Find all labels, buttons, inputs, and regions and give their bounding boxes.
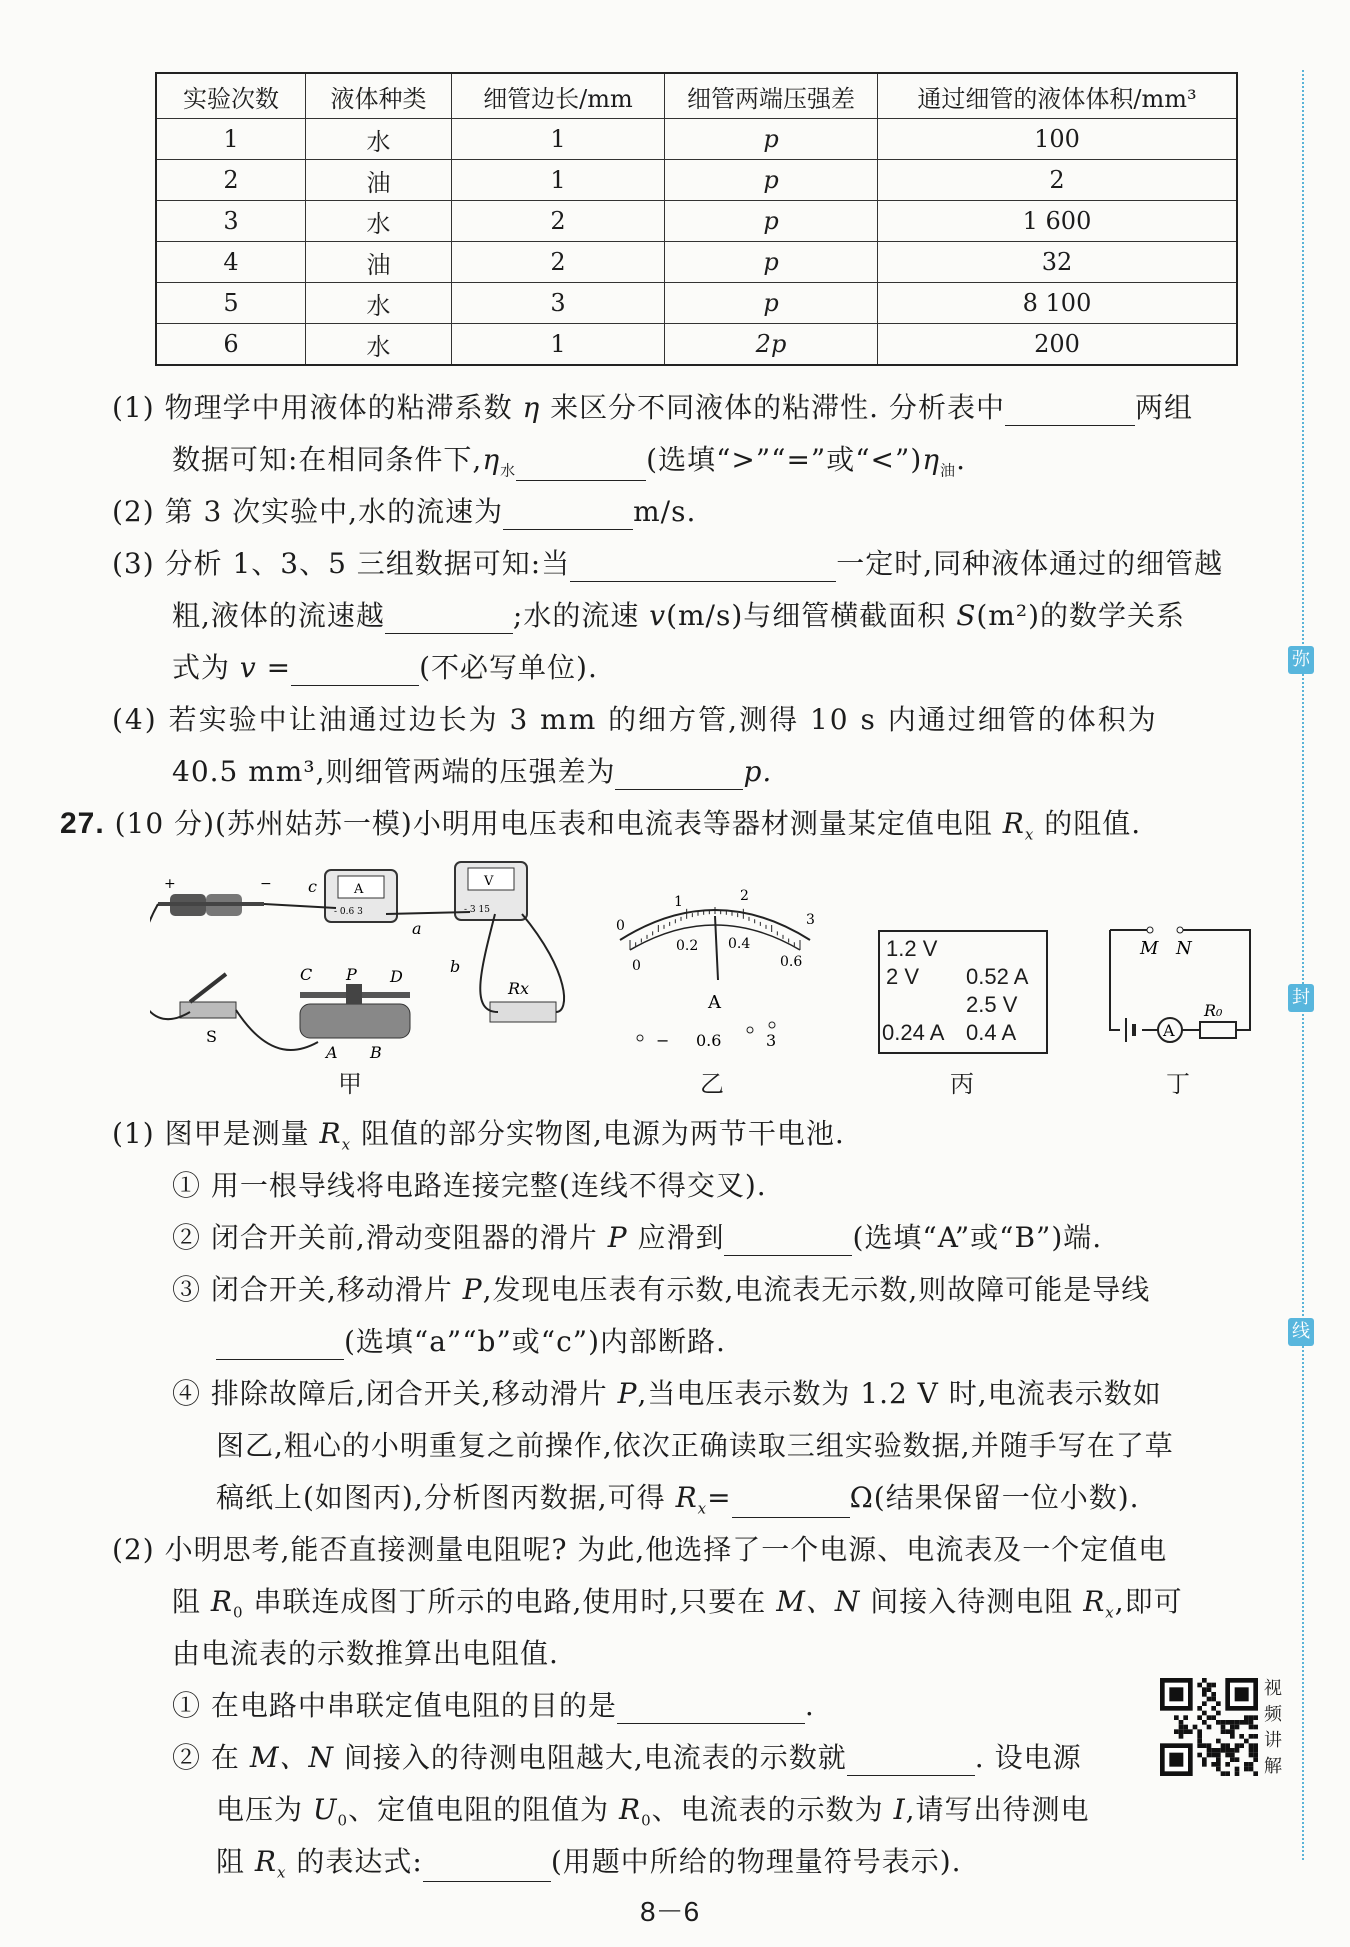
- text: 间接入的待测电阻越大,电流表的示数就: [343, 1741, 847, 1774]
- answer-blank[interactable]: [291, 655, 419, 686]
- answer-blank[interactable]: [617, 1693, 805, 1724]
- label-r0: R₀: [1204, 1001, 1223, 1020]
- text: (2) 小明思考,能否直接测量电阻呢? 为此,他选择了一个电源、电流表及一个定值电: [112, 1533, 1168, 1566]
- header-liquid: 液体种类: [306, 73, 452, 119]
- subscript: 油: [940, 461, 957, 480]
- text: (不必写单位).: [419, 651, 598, 684]
- text: 40.5 mm³,则细管两端的压强差为: [172, 755, 616, 788]
- table-row: [156, 283, 1237, 324]
- figure-ding-circuit: [1100, 920, 1260, 1050]
- label-plus: +: [164, 876, 176, 892]
- text: 阻: [216, 1845, 246, 1878]
- v-symbol: v: [649, 599, 667, 632]
- text: (4) 若实验中让油通过边长为 3 mm 的细方管,测得 10 s 内通过细管的体积为: [112, 703, 1158, 736]
- label-c-term: C: [300, 965, 313, 984]
- margin-tab-feng: 封: [1288, 984, 1314, 1012]
- r0-symbol: R: [210, 1585, 234, 1618]
- q27-step1: [172, 1164, 767, 1204]
- text: m/s.: [633, 495, 697, 528]
- binding-margin-line: [1302, 70, 1304, 1860]
- table-cell: 2: [452, 242, 665, 283]
- tick-label: 0.2: [676, 938, 699, 954]
- answer-blank[interactable]: [732, 1487, 850, 1518]
- caption-jia: 甲: [338, 1070, 362, 1098]
- eta-symbol: η: [522, 391, 541, 424]
- q27-sub2-line3: [216, 1840, 962, 1882]
- q27-sub2-line2: [216, 1788, 1090, 1830]
- q27-intro: [60, 802, 1141, 844]
- subscript: 0: [337, 1811, 349, 1830]
- tick-label: 2: [740, 888, 749, 904]
- header-volume: 通过细管的液体体积/mm³: [878, 73, 1238, 119]
- table-cell: 水: [306, 283, 452, 324]
- table-cell: 4: [156, 242, 306, 283]
- answer-blank[interactable]: [724, 1225, 852, 1256]
- text: (用题中所给的物理量符号表示).: [550, 1845, 962, 1878]
- q27-part2-line1: [112, 1528, 1167, 1568]
- tick-label: 0.4: [728, 936, 751, 952]
- q27-step3-line1: [172, 1268, 1150, 1308]
- text: ,发现电压表有示数,电流表无示数,则故障可能是导线: [482, 1273, 1151, 1306]
- p-symbol: P: [617, 1377, 638, 1410]
- label-minus: −: [260, 876, 272, 892]
- subscript: 0: [233, 1603, 244, 1622]
- mn-symbols: M、N: [249, 1741, 334, 1774]
- q26-part4-line1: [112, 698, 1158, 738]
- mn-symbols: M、N: [776, 1585, 861, 1618]
- q26-part3-line1: [112, 542, 1223, 582]
- text: 、定值电阻的阻值为: [348, 1793, 610, 1826]
- text: 阻: [172, 1585, 202, 1618]
- q27-step4-line2: [216, 1424, 1174, 1464]
- term-3: 3: [766, 1031, 777, 1050]
- qr-code-icon[interactable]: [1160, 1678, 1258, 1776]
- wire-b: [480, 914, 498, 1012]
- text: 串联连成图丁所示的电路,使用时,只要在: [253, 1585, 767, 1618]
- tick-label: 0: [616, 918, 625, 934]
- text: (选填“a”“b”或“c”)内部断路.: [344, 1325, 726, 1358]
- subscript: 水: [500, 461, 517, 480]
- table-row: [156, 160, 1237, 201]
- q26-part4-line2: [172, 750, 772, 790]
- p-symbol: P: [607, 1221, 628, 1254]
- margin-tab-mi: 弥: [1288, 646, 1314, 674]
- text: (2) 第 3 次实验中,水的流速为: [112, 495, 504, 528]
- text: ② 在: [172, 1741, 240, 1774]
- q26-part3-line3: [172, 646, 598, 686]
- figure-bing-draft: [878, 930, 1048, 1054]
- q27-step3-line2: [216, 1320, 726, 1360]
- header-side-length: 细管边长/mm: [452, 73, 665, 119]
- answer-blank[interactable]: [216, 1329, 344, 1360]
- text: 粗,液体的流速越: [172, 599, 385, 632]
- caption-bing: 丙: [950, 1070, 974, 1098]
- text: ;水的流速: [512, 599, 640, 632]
- margin-tab-xian: 线: [1288, 1318, 1314, 1346]
- text: 来区分不同液体的粘滞性. 分析表中: [550, 391, 1005, 424]
- battery-icon: [158, 876, 272, 916]
- table-cell: 油: [306, 160, 452, 201]
- rx-symbol: R: [675, 1481, 698, 1514]
- rx-symbol: R: [319, 1117, 342, 1150]
- text: ,请写出待测电: [905, 1793, 1090, 1826]
- table-row: [156, 119, 1237, 160]
- text: (m²)的数学关系: [976, 599, 1185, 632]
- rx-symbol: R: [254, 1845, 278, 1878]
- table-cell: 2: [156, 160, 306, 201]
- q27-part2-line2: [172, 1580, 1183, 1622]
- table-cell: 2p: [665, 324, 878, 366]
- text: 间接入待测电阻: [870, 1585, 1074, 1618]
- text: 、电流表的示数为: [651, 1793, 884, 1826]
- text: (m/s)与细管横截面积: [666, 599, 947, 632]
- text: (1) 图甲是测量: [112, 1117, 310, 1150]
- text: =: [707, 1481, 732, 1514]
- table-cell: 100: [878, 119, 1238, 160]
- table-cell: p: [665, 283, 878, 324]
- r0-symbol: R: [619, 1793, 642, 1826]
- header-trial: 实验次数: [156, 73, 306, 119]
- q26-part1-line2: [172, 438, 966, 481]
- q27-part1: [112, 1112, 845, 1154]
- text: ① 在电路中串联定值电阻的目的是: [172, 1689, 617, 1722]
- text: 的表达式:: [296, 1845, 423, 1878]
- answer-blank[interactable]: [516, 450, 646, 481]
- header-pressure-diff: 细管两端压强差: [665, 73, 878, 119]
- figure-yi-ammeter-dial: [600, 880, 830, 1060]
- label-wire-b: b: [450, 957, 461, 976]
- table-row: [156, 324, 1237, 366]
- table-cell: 200: [878, 324, 1238, 366]
- resistor-rx-icon: [490, 979, 556, 1022]
- eta-symbol: η: [922, 443, 941, 476]
- table-cell: 5: [156, 283, 306, 324]
- draft-value: 0.24 A: [882, 1020, 945, 1045]
- label-n: N: [1176, 938, 1192, 959]
- ammeter-terminals: - 0.6 3: [334, 907, 363, 917]
- table-cell: 水: [306, 201, 452, 242]
- text: 式为: [172, 651, 231, 684]
- table-cell: 1: [156, 119, 306, 160]
- subscript: x: [697, 1499, 708, 1518]
- text: 由电流表的示数推算出电阻值.: [172, 1637, 559, 1670]
- caption-ding: 丁: [1166, 1070, 1190, 1098]
- q26-part1-line1: [112, 386, 1193, 426]
- voltmeter-terminals: - 3 15: [464, 905, 490, 915]
- ammeter-symbol-label: A: [1163, 1021, 1175, 1040]
- text: . 设电源: [974, 1741, 1082, 1774]
- answer-blank[interactable]: [1005, 395, 1135, 426]
- caption-yi: 乙: [700, 1070, 724, 1098]
- draft-value: 1.2 V: [886, 936, 938, 961]
- table-cell: 2: [452, 201, 665, 242]
- q27-step4-line3: [216, 1476, 1140, 1518]
- draft-value: 2.5 V: [966, 992, 1018, 1017]
- label-a-term: A: [326, 1043, 338, 1062]
- draft-value: 2 V: [886, 964, 920, 989]
- text: (选填“>”“=”或“<”): [646, 443, 923, 476]
- text: ① 用一根导线将电路连接完整(连线不得交叉).: [172, 1169, 767, 1202]
- table-cell: 1 600: [878, 201, 1238, 242]
- text: 的阻值.: [1044, 807, 1142, 840]
- table-cell: p: [665, 160, 878, 201]
- qr-label: 视频讲解: [1264, 1678, 1282, 1777]
- label-rx: Rx: [508, 979, 530, 998]
- text: ③ 闭合开关,移动滑片: [172, 1273, 453, 1306]
- resistor-r0-symbol: [1200, 1022, 1236, 1038]
- text: ② 闭合开关前,滑动变阻器的滑片: [172, 1221, 598, 1254]
- text: Ω(结果保留一位小数).: [849, 1481, 1140, 1514]
- u0-symbol: U: [312, 1793, 338, 1826]
- text: (选填“A”或“B”)端.: [852, 1221, 1103, 1254]
- text: 稿纸上(如图丙),分析图丙数据,可得: [216, 1481, 666, 1514]
- switch-icon: [180, 974, 236, 1046]
- tick-label: 0: [632, 958, 641, 974]
- eta-symbol: η: [482, 443, 501, 476]
- text: 电压为: [216, 1793, 304, 1826]
- term-minus: −: [656, 1031, 670, 1050]
- text: 应滑到: [637, 1221, 725, 1254]
- label-d: D: [390, 967, 403, 986]
- ammeter-label: A: [354, 882, 364, 897]
- text: ,当电压表示数为 1.2 V 时,电流表示数如: [637, 1377, 1162, 1410]
- table-cell: p: [665, 119, 878, 160]
- table-cell: 3: [452, 283, 665, 324]
- text: .: [956, 443, 966, 476]
- page-number: 8－6: [640, 1896, 700, 1927]
- label-p: P: [346, 965, 357, 984]
- text: ④ 排除故障后,闭合开关,移动滑片: [172, 1377, 608, 1410]
- tick-label: 0.6: [780, 954, 803, 970]
- dial-meter-label: A: [708, 992, 721, 1013]
- table-cell: 水: [306, 119, 452, 160]
- q26-part3-line2: [172, 594, 1185, 634]
- label-s: S: [206, 1027, 217, 1046]
- subscript: 0: [641, 1811, 652, 1830]
- table-cell: 8 100: [878, 283, 1238, 324]
- text: p.: [743, 755, 773, 788]
- q27-step4-line1: [172, 1372, 1162, 1412]
- table-cell: 6: [156, 324, 306, 366]
- tick-label: 3: [806, 912, 815, 928]
- q27-sub2-line1: [172, 1736, 1082, 1776]
- table-cell: p: [665, 201, 878, 242]
- label-b-term: B: [370, 1043, 382, 1062]
- table-cell: 3: [156, 201, 306, 242]
- i-symbol: I: [893, 1793, 906, 1826]
- subscript: x: [1024, 825, 1035, 844]
- text: 数据可知:在相同条件下,: [172, 443, 483, 476]
- table-cell: 油: [306, 242, 452, 283]
- answer-blank[interactable]: [385, 603, 513, 634]
- table-cell: 水: [306, 324, 452, 366]
- q27-part2-line3: [172, 1632, 559, 1672]
- label-wire-c: c: [308, 877, 317, 896]
- text: ,即可: [1114, 1585, 1183, 1618]
- text: 阻值的部分实物图,电源为两节干电池.: [360, 1117, 845, 1150]
- draft-value: 0.4 A: [966, 1020, 1017, 1045]
- q27-sub1: [172, 1684, 815, 1724]
- table-cell: 32: [878, 242, 1238, 283]
- table-row: [156, 201, 1237, 242]
- answer-blank[interactable]: [615, 759, 743, 790]
- text: 两组: [1134, 391, 1193, 424]
- answer-blank[interactable]: [503, 499, 633, 530]
- p-symbol: P: [462, 1273, 483, 1306]
- term-06: 0.6: [696, 1031, 722, 1050]
- text: (1) 物理学中用液体的粘滞系数: [112, 391, 513, 424]
- label-wire-a: a: [412, 919, 422, 938]
- text: 图乙,粗心的小明重复之前操作,依次正确读取三组实验数据,并随手写在了草: [216, 1429, 1174, 1462]
- voltmeter-label: V: [484, 874, 494, 889]
- rx-symbol: R: [1083, 1585, 1106, 1618]
- answer-blank[interactable]: [570, 551, 836, 582]
- text: .: [804, 1689, 815, 1722]
- table-header-row: [156, 73, 1237, 119]
- table-cell: 2: [878, 160, 1238, 201]
- table-cell: 1: [452, 324, 665, 366]
- draft-value: 0.52 A: [966, 964, 1029, 989]
- subscript: x: [277, 1863, 287, 1882]
- text: 一定时,同种液体通过的细管越: [836, 547, 1224, 580]
- table-cell: 1: [452, 119, 665, 160]
- text: (3) 分析 1、3、5 三组数据可知:当: [112, 547, 571, 580]
- q26-part2: [112, 490, 696, 530]
- q27-step2: [172, 1216, 1102, 1256]
- answer-blank[interactable]: [847, 1745, 975, 1776]
- s-symbol: S: [956, 599, 977, 632]
- table-cell: p: [665, 242, 878, 283]
- text: (10 分)(苏州姑苏一模)小明用电压表和电流表等器材测量某定值电阻: [114, 807, 993, 840]
- rheostat-icon: [300, 965, 410, 1062]
- v-equals: v =: [239, 651, 292, 684]
- subscript: x: [1105, 1603, 1115, 1622]
- experiment-table: [155, 72, 1238, 366]
- label-m: M: [1140, 938, 1159, 959]
- question-number: 27.: [60, 807, 105, 840]
- table-cell: 1: [452, 160, 665, 201]
- subscript: x: [341, 1135, 352, 1154]
- tick-label: 1: [674, 894, 683, 910]
- rx-symbol: R: [1002, 807, 1025, 840]
- answer-blank[interactable]: [423, 1851, 551, 1882]
- table-row: [156, 242, 1237, 283]
